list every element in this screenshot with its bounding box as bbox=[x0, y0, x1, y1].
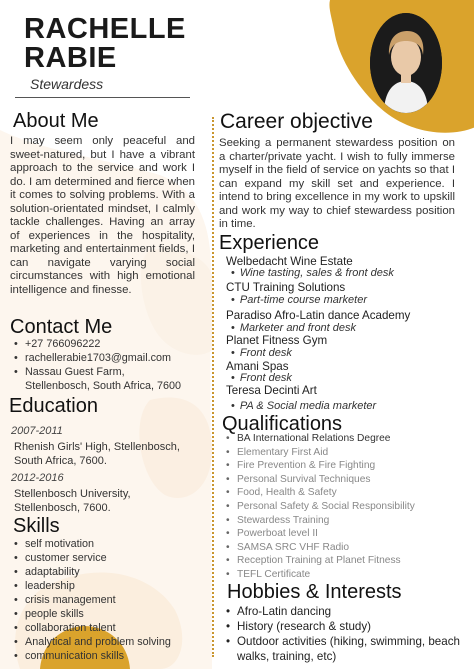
header-divider bbox=[15, 97, 190, 98]
job-role-1: • Wine tasting, sales & front desk bbox=[231, 267, 394, 279]
contact-list bbox=[13, 337, 181, 393]
education-school-1-line2: South Africa, 7600. bbox=[14, 454, 107, 467]
skills-list bbox=[13, 537, 171, 663]
about-title: About Me bbox=[13, 110, 99, 132]
about-text: I may seem only peaceful and sweet-natured, but I have a vibrant approach to the service and work I do. I am determined and fierce when it comes to solving problems. With a solution-orientated mindset, I calmly tackle challenges. Having an array of experiences in the hospitality, marketing and entertainment fields, I can navigate varying social circumstances with high emotional intelligence and finesse. bbox=[10, 135, 195, 296]
education-title: Education bbox=[9, 395, 98, 417]
skills-title: Skills bbox=[13, 515, 60, 537]
qualification-item: • TEFL Certificate bbox=[225, 568, 415, 582]
skill-item: • adaptability bbox=[13, 565, 171, 579]
education-school-1 bbox=[14, 441, 180, 468]
qualification-item: • Elementary First Aid bbox=[225, 446, 415, 460]
qualifications-title: Qualifications bbox=[222, 413, 343, 435]
qualification-item: • Powerboat level II bbox=[225, 527, 415, 541]
job-role-2: • Part-time course marketer bbox=[231, 294, 367, 306]
job-role-5: • Front desk bbox=[231, 372, 292, 384]
qualification-item: • Personal Safety & Social Responsibility bbox=[225, 500, 415, 514]
hobbies-title: Hobbies & Interests bbox=[227, 581, 402, 603]
qualification-item: • Personal Survival Techniques bbox=[225, 473, 415, 487]
last-name: RABIE bbox=[24, 42, 117, 74]
contact-title: Contact Me bbox=[10, 316, 113, 338]
first-name: RACHELLE bbox=[24, 13, 186, 45]
address-line-1: Nassau Guest Farm, bbox=[25, 366, 125, 378]
job-role: Stewardess bbox=[30, 76, 104, 92]
qualification-item: • Food, Health & Safety bbox=[225, 486, 415, 500]
profile-photo bbox=[370, 13, 442, 113]
education-years-2: 2012-2016 bbox=[11, 472, 64, 484]
qualification-item: • BA International Relations Degree bbox=[225, 432, 415, 446]
career-title: Career objective bbox=[220, 110, 373, 133]
job-employer-5: Amani Spas bbox=[226, 360, 289, 373]
skill-item: • crisis management bbox=[13, 593, 171, 607]
job-role-3: • Marketer and front desk bbox=[231, 322, 356, 334]
education-school-2-line2: Stellenbosch, 7600. bbox=[14, 501, 111, 514]
job-employer-6: Teresa Decinti Art bbox=[226, 384, 317, 397]
job-role-4: • Front desk bbox=[231, 347, 292, 359]
qualification-item: • Fire Prevention & Fire Fighting bbox=[225, 459, 415, 473]
job-employer-2: CTU Training Solutions bbox=[226, 281, 346, 294]
education-years-1: 2007-2011 bbox=[11, 425, 63, 437]
job-role-6: • PA & Social media marketer bbox=[231, 400, 376, 412]
education-school-1-line1: Rhenish Girls' High, Stellenbosch, bbox=[14, 441, 180, 453]
job-employer-3: Paradiso Afro-Latin dance Academy bbox=[226, 309, 411, 322]
address-line-2: Stellenbosch, South Africa, 7600 bbox=[25, 380, 182, 392]
education-school-2 bbox=[14, 488, 131, 515]
skill-item: • self motivation bbox=[13, 537, 171, 551]
job-employer-1: Welbedacht Wine Estate bbox=[226, 255, 353, 268]
skill-item: • leadership bbox=[13, 579, 171, 593]
skill-item: • customer service bbox=[13, 551, 171, 565]
qualification-item: • Reception Training at Planet Fitness bbox=[225, 554, 415, 568]
contact-phone[interactable]: • +27 766096222 bbox=[13, 337, 181, 351]
education-school-2-line1: Stellenbosch University, bbox=[14, 488, 131, 500]
contact-email[interactable]: • rachellerabie1703@gmail.com bbox=[13, 351, 181, 365]
column-divider bbox=[212, 117, 214, 657]
career-text: Seeking a permanent stewardess position on a charter/private yacht. I wish to fully immerse myself in the field of service on yachts so that I can expand my skill set and experience. I intend to bring excellence in my work to upskill and work my way to chief stewardess position in time. bbox=[219, 137, 455, 230]
contact-address bbox=[13, 365, 181, 393]
portrait-illustration bbox=[370, 13, 442, 113]
skill-item: • collaboration talent bbox=[13, 621, 171, 635]
experience-title: Experience bbox=[219, 232, 320, 254]
hobby-item: • Outdoor activities (hiking, swimming, beach walks, training, etc) bbox=[225, 634, 465, 664]
hobbies-list bbox=[225, 604, 465, 664]
job-employer-4: Planet Fitness Gym bbox=[226, 334, 328, 347]
hobby-item: • Afro-Latin dancing bbox=[225, 604, 465, 619]
skill-item: • Analytical and problem solving bbox=[13, 635, 171, 649]
qualifications-list bbox=[225, 432, 415, 582]
hobby-item: • History (research & study) bbox=[225, 619, 465, 634]
qualification-item: • SAMSA SRC VHF Radio bbox=[225, 541, 415, 555]
qualification-item: • Stewardess Training bbox=[225, 514, 415, 528]
skill-item: • communication skills bbox=[13, 649, 171, 663]
skill-item: • people skills bbox=[13, 607, 171, 621]
